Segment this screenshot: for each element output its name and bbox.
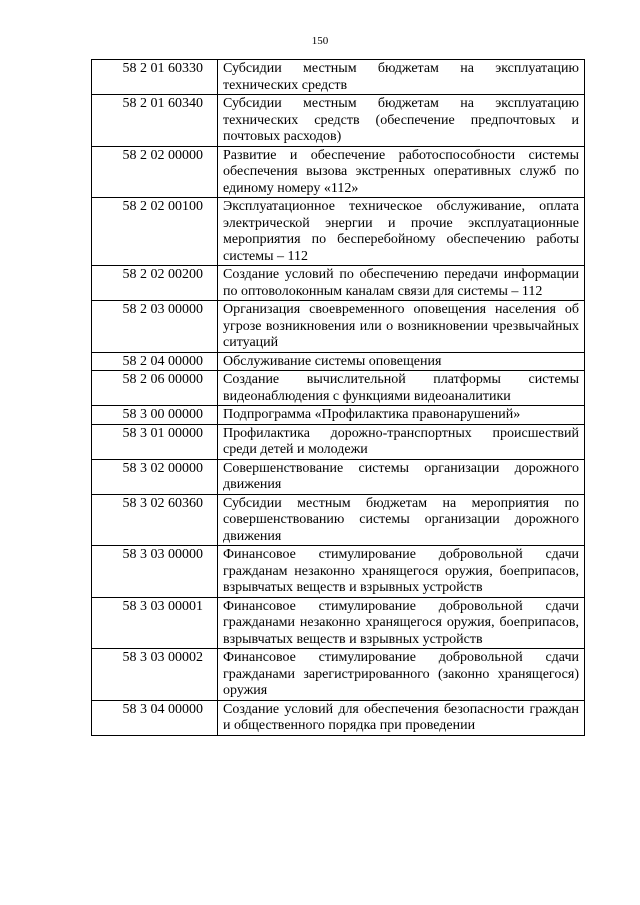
row-description: Создание условий по обеспечению передачи информации по оптоволоконным каналам связи для системы – 112	[218, 266, 585, 301]
row-code: 58 3 01 00000	[92, 424, 218, 459]
row-description: Субсидии местным бюджетам на эксплуатацию технических средств	[218, 60, 585, 95]
row-code: 58 2 06 00000	[92, 371, 218, 406]
page-number: 150	[311, 35, 329, 47]
table-row	[92, 649, 585, 701]
table-row	[92, 371, 585, 406]
row-code: 58 3 03 00000	[92, 546, 218, 598]
row-code: 58 3 04 00000	[92, 700, 218, 735]
row-code: 58 2 01 60340	[92, 95, 218, 147]
row-description: Создание условий для обеспечения безопасности граждан и общественного порядка при проведении	[218, 700, 585, 735]
table-row	[92, 406, 585, 425]
table-row	[92, 60, 585, 95]
table-row	[92, 266, 585, 301]
row-description: Профилактика дорожно-транспортных происшествий среди детей и молодежи	[218, 424, 585, 459]
row-code: 58 2 04 00000	[92, 352, 218, 371]
table-row	[92, 301, 585, 353]
table-row	[92, 546, 585, 598]
row-description: Финансовое стимулирование добровольной сдачи гражданами зарегистрированного (законно хранящегося) оружия	[218, 649, 585, 701]
table-row	[92, 459, 585, 494]
row-code: 58 2 02 00200	[92, 266, 218, 301]
budget-classification-table	[91, 59, 585, 736]
table-row	[92, 352, 585, 371]
table-row	[92, 146, 585, 198]
row-code: 58 2 01 60330	[92, 60, 218, 95]
table-row	[92, 700, 585, 735]
row-description: Финансовое стимулирование добровольной сдачи гражданами незаконно хранящегося оружия, боеприпасов, взрывчатых веществ и взрывных устройств	[218, 597, 585, 649]
row-description: Совершенствование системы организации дорожного движения	[218, 459, 585, 494]
table-row	[92, 95, 585, 147]
row-code: 58 3 03 00001	[92, 597, 218, 649]
row-description: Развитие и обеспечение работоспособности системы обеспечения вызова экстренных оперативных служб по единому номеру «112»	[218, 146, 585, 198]
row-code: 58 2 02 00000	[92, 146, 218, 198]
row-description: Субсидии местным бюджетам на мероприятия по совершенствованию системы организации дорожного движения	[218, 494, 585, 546]
row-description: Финансовое стимулирование добровольной сдачи гражданам незаконно хранящегося оружия, боеприпасов, взрывчатых веществ и взрывных устройств	[218, 546, 585, 598]
row-description: Организация своевременного оповещения населения об угрозе возникновения или о возникновении чрезвычайных ситуаций	[218, 301, 585, 353]
table-row	[92, 198, 585, 266]
row-description: Обслуживание системы оповещения	[218, 352, 585, 371]
row-description: Субсидии местным бюджетам на эксплуатацию технических средств (обеспечение предпочтовых и почтовых расходов)	[218, 95, 585, 147]
row-code: 58 3 02 00000	[92, 459, 218, 494]
row-code: 58 3 00 00000	[92, 406, 218, 425]
row-description: Эксплуатационное техническое обслуживание, оплата электрической энергии и прочие эксплуатационные мероприятия по бесперебойному обеспечению работы системы – 112	[218, 198, 585, 266]
row-code: 58 2 03 00000	[92, 301, 218, 353]
row-description: Создание вычислительной платформы системы видеонаблюдения с функциями видеоаналитики	[218, 371, 585, 406]
row-code: 58 3 03 00002	[92, 649, 218, 701]
row-description: Подпрограмма «Профилактика правонарушений»	[218, 406, 585, 425]
table-row	[92, 597, 585, 649]
row-code: 58 2 02 00100	[92, 198, 218, 266]
table-row	[92, 494, 585, 546]
row-code: 58 3 02 60360	[92, 494, 218, 546]
table-row	[92, 424, 585, 459]
